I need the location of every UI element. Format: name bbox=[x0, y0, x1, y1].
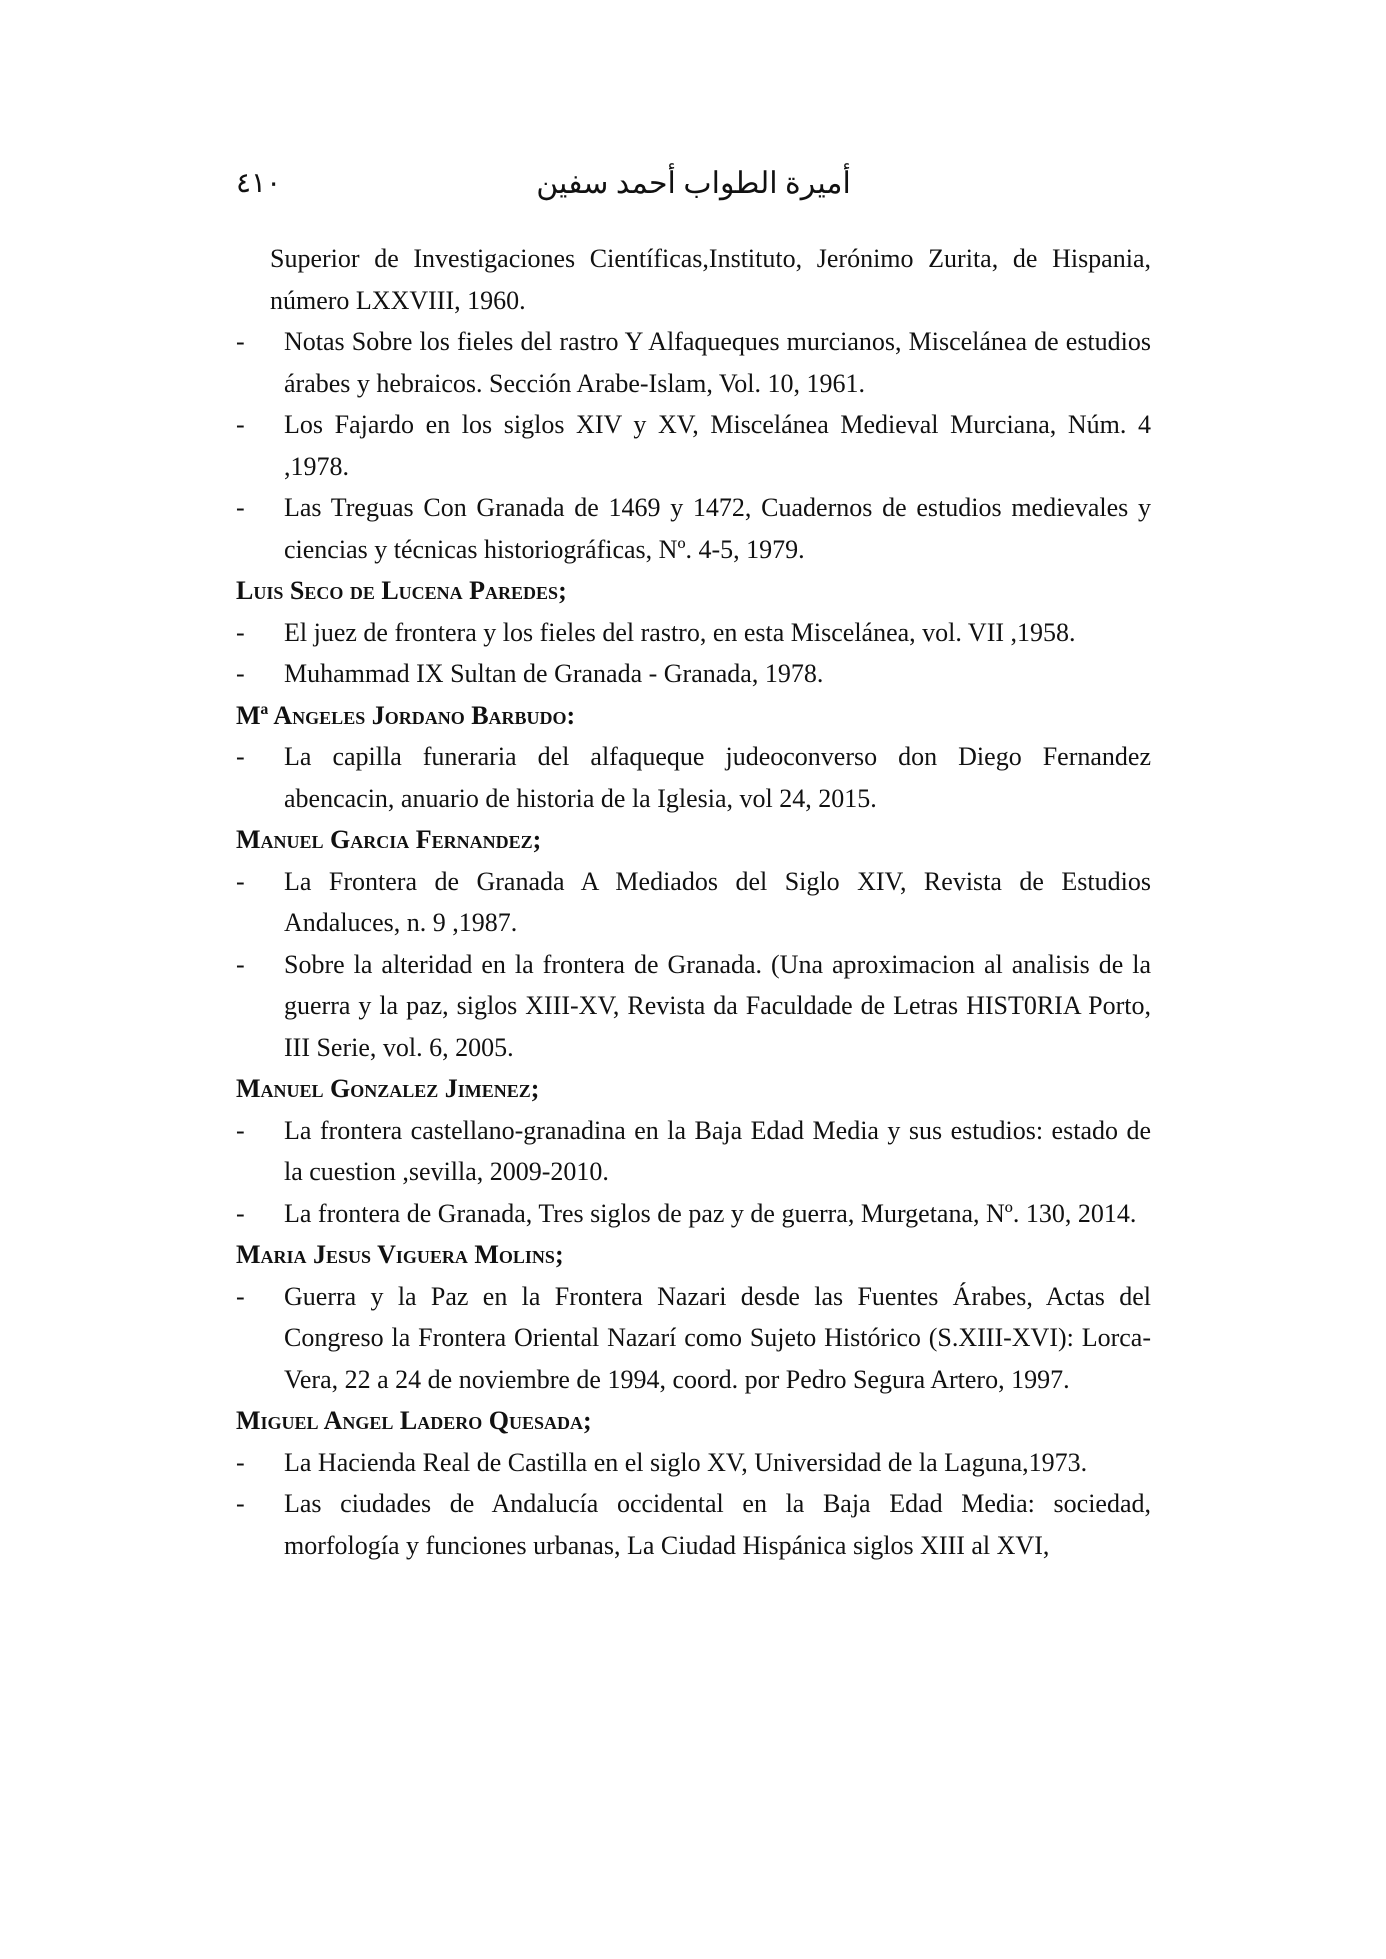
bibliography-entry bbox=[236, 1276, 1151, 1401]
author-group bbox=[236, 695, 1151, 820]
list-dash: - bbox=[236, 410, 245, 439]
running-title: أميرة الطواب أحمد سفين bbox=[536, 167, 851, 200]
list-dash: - bbox=[236, 1447, 245, 1477]
bibliography-entry bbox=[236, 1193, 1151, 1235]
bibliography-entry bbox=[236, 653, 1151, 695]
entry-text: Las ciudades de Andalucía occidental en la Baja Edad Media: sociedad, morfología y funciones urbanas, La Ciudad Hispánica siglos XIII al XVI, bbox=[284, 1489, 1151, 1560]
entry-text: La capilla funeraria del alfaqueque judeoconverso don Diego Fernandez abencacin, anuario de historia de la Iglesia, vol 24, 2015. bbox=[284, 742, 1151, 813]
entry-text: La frontera de Granada, Tres siglos de paz y de guerra, Murgetana, Nº. 130, 2014. bbox=[284, 1198, 1137, 1228]
author-group bbox=[236, 819, 1151, 1068]
entry-text: La Frontera de Granada A Mediados del Siglo XIV, Revista de Estudios Andaluces, n. 9 ,1987. bbox=[284, 866, 1151, 937]
bibliography-entry bbox=[236, 612, 1151, 654]
list-dash: - bbox=[236, 659, 245, 688]
bibliography-entry bbox=[236, 861, 1151, 944]
entry-text: Las Treguas Con Granada de 1469 y 1472, Cuadernos de estudios medievales y ciencias y técnicas historiográficas, Nº. 4-5, 1979. bbox=[284, 493, 1151, 564]
page-header bbox=[236, 164, 1151, 214]
list-dash: - bbox=[236, 949, 245, 979]
author-group bbox=[236, 321, 1151, 570]
entry-text: Muhammad IX Sultan de Granada - Granada, 1978. bbox=[284, 659, 824, 688]
list-dash: - bbox=[236, 1489, 245, 1518]
bibliography-entry bbox=[236, 736, 1151, 819]
entry-text: Guerra y la Paz en la Frontera Nazari desde las Fuentes Árabes, Actas del Congreso la Frontera Oriental Nazarí como Sujeto Histórico (S.XIII-XVI): Lorca-Vera, 22 a 24 de noviembre de 1994, coord. por Pedro Segura Artero, 1997. bbox=[284, 1281, 1151, 1394]
bibliography-entry bbox=[236, 1110, 1151, 1193]
list-dash: - bbox=[236, 493, 245, 522]
entry-text: La Hacienda Real de Castilla en el siglo XV, Universidad de la Laguna,1973. bbox=[284, 1447, 1088, 1477]
list-dash: - bbox=[236, 1115, 245, 1145]
author-heading: Manuel Garcia Fernandez; bbox=[236, 825, 542, 854]
bibliography-entry bbox=[236, 1442, 1151, 1484]
author-group bbox=[236, 1400, 1151, 1566]
entry-text: Notas Sobre los fieles del rastro Y Alfaqueques murcianos, Miscelánea de estudios árabes y hebraicos. Sección Arabe-Islam, Vol. 10, 1961. bbox=[284, 327, 1151, 398]
bibliography-groups bbox=[236, 321, 1151, 1566]
author-group bbox=[236, 570, 1151, 695]
entry-text: Los Fajardo en los siglos XIV y XV, Miscelánea Medieval Murciana, Núm. 4 ,1978. bbox=[284, 410, 1151, 481]
author-heading: Manuel Gonzalez Jimenez; bbox=[236, 1074, 540, 1103]
bibliography-entry bbox=[236, 321, 1151, 404]
list-dash: - bbox=[236, 742, 245, 771]
bibliography-entry bbox=[236, 1483, 1151, 1566]
list-dash: - bbox=[236, 327, 245, 356]
entry-text: Sobre la alteridad en la frontera de Granada. (Una aproximacion al analisis de la guerra y la paz, siglos XIII-XV, Revista da Faculdade de Letras HIST0RIA Porto, III Serie, vol. 6, 2005. bbox=[284, 949, 1151, 1062]
author-heading: Luis Seco de Lucena Paredes; bbox=[236, 576, 567, 605]
author-heading: Mª Angeles Jordano Barbudo: bbox=[236, 700, 576, 730]
entry-text: La frontera castellano-granadina en la Baja Edad Media y sus estudios: estado de la cuestion ,sevilla, 2009-2010. bbox=[284, 1115, 1151, 1186]
bibliography-entry bbox=[236, 944, 1151, 1069]
continuation-paragraph: Superior de Investigaciones Científicas,Instituto, Jerónimo Zurita, de Hispania, número LXXVIII, 1960. bbox=[270, 244, 1151, 315]
list-dash: - bbox=[236, 617, 245, 647]
bibliography-entry bbox=[236, 404, 1151, 487]
page-number: ٤١٠ bbox=[236, 168, 282, 199]
author-heading: Maria Jesus Viguera Molins; bbox=[236, 1240, 564, 1269]
author-group bbox=[236, 1234, 1151, 1400]
bibliography bbox=[236, 238, 1151, 1566]
list-dash: - bbox=[236, 866, 245, 896]
list-dash: - bbox=[236, 1198, 245, 1228]
author-heading: Miguel Angel Ladero Quesada; bbox=[236, 1406, 592, 1435]
author-group bbox=[236, 1068, 1151, 1234]
bibliography-entry bbox=[236, 487, 1151, 570]
list-dash: - bbox=[236, 1281, 245, 1311]
entry-text: El juez de frontera y los fieles del rastro, en esta Miscelánea, vol. VII ,1958. bbox=[284, 617, 1076, 647]
